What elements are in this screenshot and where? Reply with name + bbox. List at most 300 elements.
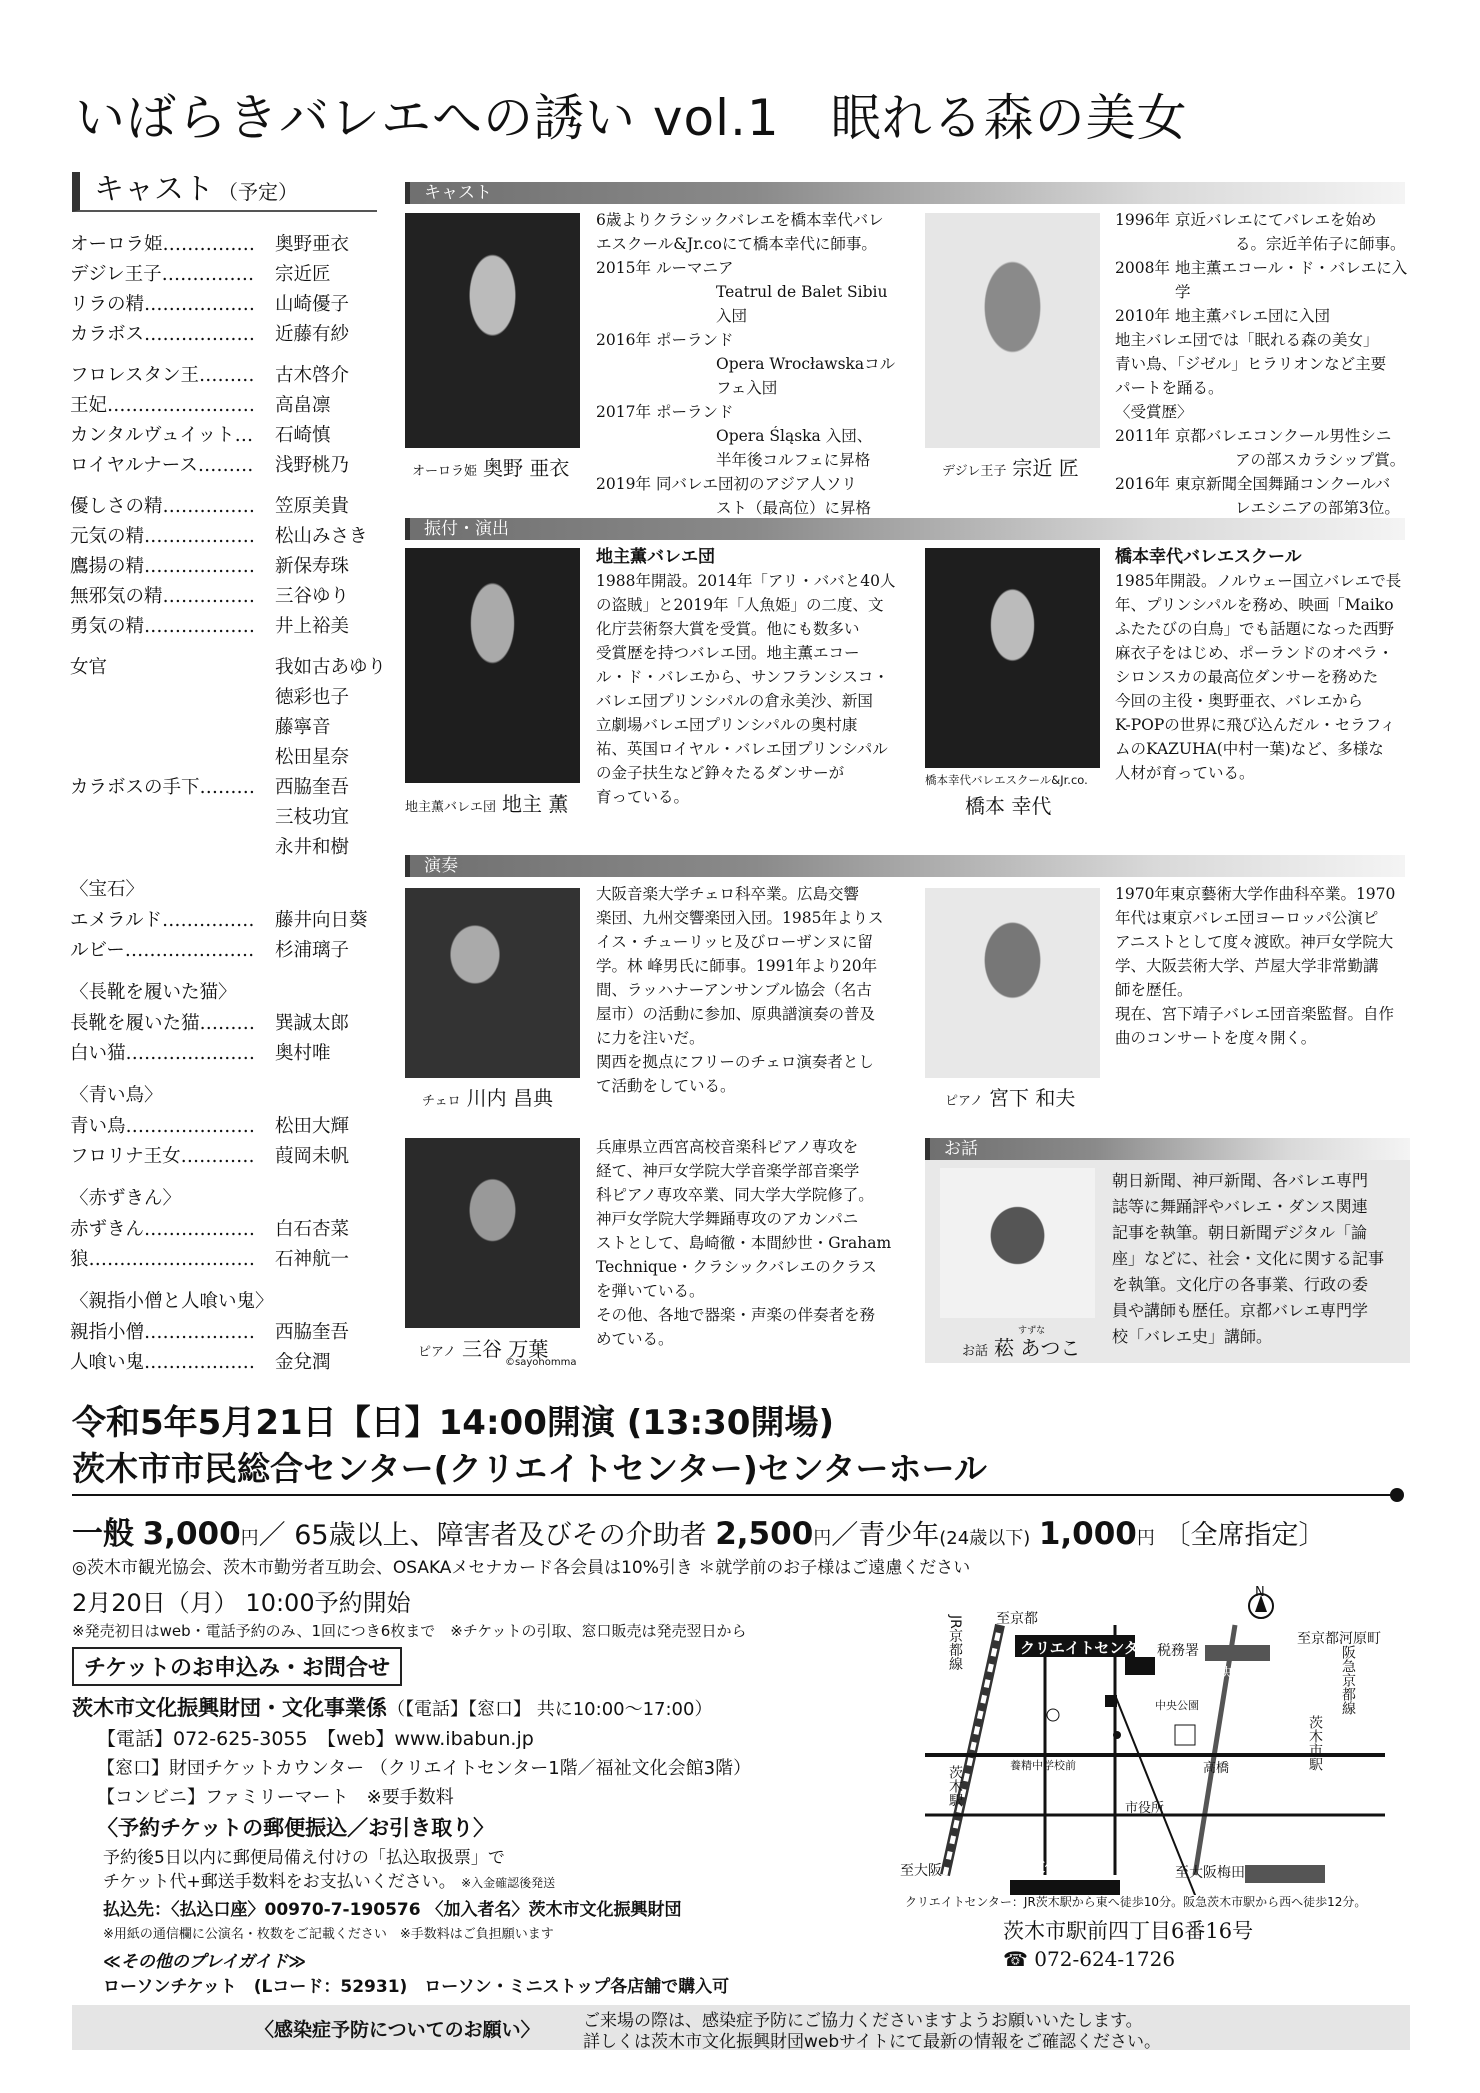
seat-type: 〔全席指定〕 [1163,1520,1326,1551]
section-label-talk: お話 [925,1138,978,1160]
bio-line: 今回の主役・奥野亜衣、バレエから [1115,692,1364,710]
photo-jinushi [405,548,580,783]
bio-timeline-year: 2019年 [596,475,651,493]
bio-suzuna [1112,1168,1407,1350]
price-youth-label: ／青少年 [831,1520,940,1551]
fire-dept-label-bg [1245,1865,1325,1883]
postal-line-2-note: ※入金確認後発送 [461,1876,556,1890]
bio-timeline-row [1115,400,1415,424]
photo-hashimoto [925,548,1100,768]
cast-heading [72,172,377,212]
bio-line: 記事を執筆。朝日新聞デジタル「論 [1112,1223,1368,1242]
bio-line: 校「バレエ史」講師。 [1112,1327,1273,1346]
bio-line: の盗賊」と2019年「人魚姫」の二度、文 [596,596,884,614]
cast-actor: 古木啓介 [275,365,350,386]
bio-timeline-row [1115,232,1415,256]
cast-row [70,803,400,833]
photo-okuno [405,213,580,448]
cast-row [70,492,400,522]
bio-line: 間、ラッハナーアンサンブル協会（名古 [596,981,872,999]
caption-role: ピアノ [945,1094,983,1109]
cast-role: 親指小僧……………… [70,1322,256,1343]
cast-actor: 葭岡未帆 [275,1146,350,1167]
bio-timeline-row [1115,448,1415,472]
bio-timeline-text: 京近バレエにてバレエを始め [1175,211,1377,229]
bio-line: に力を注いだ。 [596,1029,705,1047]
cast-role: リラの精……………… [70,294,256,315]
yen: 円 [240,1528,259,1549]
bio-mitani [596,1135,896,1351]
bio-timeline-text: ルーマニア [656,259,734,277]
cast-row [70,290,400,320]
cast-category: 〈宝石〉 [70,879,145,900]
bio-okuno [596,208,896,520]
bio-line: アニストとして度々渡欧。神戸女学院大 [1115,933,1394,951]
caption-role: ピアノ [418,1345,456,1360]
cast-gap [70,966,400,977]
notice-label: 〈感染症予防についてのお願い〉 [255,2019,540,2041]
cast-category: 〈親指小僧と人喰い鬼〉 [70,1291,274,1312]
bio-heading: 橋本幸代バレエスクール [1115,547,1302,567]
cast-actor: 奥村唯 [275,1043,331,1064]
cast-role: ロイヤルナース……… [70,455,254,476]
caption-role: お話 [962,1344,989,1359]
bio-line: 神戸女学院大学舞踊専攻のアカンパニ [596,1210,859,1228]
bio-line: 経て、神戸女学院大学音楽学部音楽学 [596,1162,860,1180]
bio-line: て活動をしている。 [596,1077,736,1095]
bio-timeline-text: 〈受賞歴〉 [1115,403,1193,421]
cast-row [70,361,400,391]
bio-line: 年、プリンシパルを務め、映画「Maiko [1115,596,1394,614]
bio-timeline-text: Opera Śląska 入団、 [716,427,873,445]
lawson-ticket: ローソンチケット (Lコード：52931) ローソン・ミニストップ各店舗で購入可 [103,1977,730,1997]
cast-row [70,936,400,966]
map-fire-dept: 市消防本部前 [1206,1845,1279,1859]
cast-actor: 三谷ゆり [275,586,350,607]
bio-timeline-row [1115,376,1415,400]
cast-gap [70,1172,400,1183]
price-youth: 1,000 [1038,1516,1137,1552]
section-bar-choreo [405,518,1405,540]
map-tel [1003,1947,1175,1971]
ticket-convenience: 【コンビニ】ファミリーマート ※要手数料 [97,1787,454,1808]
cast-role: 優しさの精…………… [70,496,256,517]
section-bar-talk [925,1138,1410,1160]
bio-timeline-year [1115,496,1175,520]
bio-line: 兵庫県立西宮高校音楽科ピアノ専攻を [596,1138,859,1156]
map-central-park: 中央公園 [1155,1699,1199,1712]
park-marker [1175,1725,1195,1745]
bio-line: その他、各地で器楽・声楽の伴奏者を務 [596,1306,876,1324]
city-hall-dot [1113,1731,1121,1739]
bio-timeline-year [596,496,656,520]
bio-line: ふたたびの白鳥」でも話題になった西野 [1115,620,1395,638]
bio-timeline-row [596,400,896,424]
bio-timeline-text: 東京新聞全国舞踊コンクールバ [1175,475,1391,493]
ticket-org-name: 茨木市文化振興財団・文化事業係 [72,1696,387,1720]
cast-actor: 新保寿珠 [275,556,350,577]
divider-line [72,1494,1400,1496]
bio-line: 現在、宮下靖子バレエ団音楽監督。自作 [1115,1005,1395,1023]
phone-icon: ☎ [1003,1947,1028,1971]
postal-line-2-text: チケット代+郵送手数料をお支払いください。 [103,1872,456,1892]
cast-actor: 巽誠太郎 [275,1013,350,1034]
bio-timeline-row [1115,304,1415,328]
cast-role: 赤ずきん……………… [70,1219,256,1240]
cast-actor: 浅野桃乃 [275,455,350,476]
bio-line: 師を歴任。 [1115,981,1193,999]
cast-actor: 石崎慎 [275,425,331,446]
cast-row [70,522,400,552]
cast-row [70,1245,400,1275]
cast-role: 人喰い鬼……………… [70,1352,256,1373]
cast-gap [70,642,400,653]
bio-line: めている。 [596,1330,674,1348]
cast-row [70,1318,400,1348]
cast-role: エメラルド…………… [70,910,255,931]
bio-timeline-text: 京都バレエコンクール男性シニ [1175,427,1392,445]
caption-munechika [942,452,1079,481]
cast-role: デジレ王子…………… [70,264,255,285]
section-label-music: 演奏 [405,855,458,877]
map-jr-line: JR京都線 [947,1615,963,1671]
cast-actor: 近藤有紗 [275,324,350,345]
bio-timeline-text: 地主バレエ団では「眠れる森の美女」 [1115,331,1379,349]
cast-actor: 石神航一 [275,1249,350,1270]
bio-timeline-text: パートを踊る。 [1115,379,1224,397]
map-address: 茨木市駅前四丁目6番16号 [1003,1919,1254,1943]
map-hankyu-line: 阪急京都線 [1340,1645,1356,1715]
cast-category: 〈長靴を履いた猫〉 [70,982,237,1003]
cast-role: フロレスタン王……… [70,365,255,386]
notice-line-1: ご来場の際は、感染症予防にご協力くださいますようお願いいたします。 [583,2011,1143,2031]
cast-role: 王妃…………………… [70,395,256,416]
cast-row [70,1112,400,1142]
access-map [905,1575,1410,1895]
section-bar-cast [405,182,1405,204]
bio-line: 立劇場バレエ団プリンシパルの奥村康 [596,716,858,734]
cast-row [70,421,400,451]
yen: 円 [1136,1528,1155,1549]
caption-suzuna [962,1332,1080,1361]
bio-line: 曲のコンサートを度々開く。 [1115,1029,1317,1047]
bio-line: 人材が育っている。 [1115,764,1255,782]
bio-line: バレエ団プリンシパルの倉永美沙、新国 [596,692,873,710]
bio-miyashita [1115,882,1415,1050]
section-label-cast: キャスト [405,182,492,204]
bio-timeline-year [596,424,656,448]
bio-line: 化庁芸術祭大賞を受賞。他にも数多い [596,620,860,638]
cast-actor: 井上裕美 [275,616,350,637]
bio-timeline-text: ポーランド [656,331,734,349]
account-note: ※用紙の通信欄に公演名・枚数をご記載ください ※手数料はご負担願います [103,1927,554,1942]
map-school: 養精中学校前 [1010,1759,1076,1772]
bio-line: 麻衣子をはじめ、ポーランドのオペラ・ [1115,644,1394,662]
bio-timeline-text: ポーランド [656,403,734,421]
bio-timeline-row [1115,328,1415,352]
cast-role: 無邪気の精…………… [70,586,256,607]
cast-row [70,260,400,290]
divider-dot [1390,1488,1404,1502]
create-center-building [1125,1657,1155,1675]
cast-row [70,230,400,260]
caption-name: 三谷 万葉 [461,1337,549,1361]
bio-timeline-row [596,472,896,496]
cast-role: 長靴を履いた猫……… [70,1013,256,1034]
postal-title: 〈予約チケットの郵便振込／お引き取り〉 [97,1816,495,1840]
bio-line: 座」などに、社会・文化に関する記事 [1112,1249,1385,1268]
cast-row [70,743,400,773]
cast-list [70,230,400,1378]
cast-actor: 金兌潤 [275,1352,331,1373]
bio-line: 大阪音楽大学チェロ科卒業。広島交響 [596,885,860,903]
bio-timeline-text: 同バレエ団初のアジア人ソリ [656,475,857,493]
cast-actor: 松田星奈 [275,747,350,768]
cast-row [70,683,400,713]
price-general: 3,000 [142,1516,241,1552]
bio-heading: 地主薫バレエ団 [596,547,715,567]
bio-line: 祐、英国ロイヤル・バレエ団プリンシパル [596,740,888,758]
bio-timeline-year [1115,448,1175,472]
bio-timeline-year [596,352,656,400]
cast-heading-main: キャスト [94,172,214,207]
bio-line: エスクール&Jr.coにて橋本幸代に師事。 [596,235,877,253]
bio-line: の金子扶生など錚々たるダンサーが [596,764,845,782]
caption-name: 宮下 和夫 [988,1086,1076,1110]
map-to-kyoto: 至京都 [996,1611,1038,1627]
cast-row [70,1009,400,1039]
cast-gap [70,350,400,361]
bio-line: 学、大阪芸術大学、芦屋大学非常勤講 [1115,957,1379,975]
caption-hashimoto-name: 橋本 幸代 [965,794,1052,818]
bio-timeline-row [596,448,896,472]
cast-actor: 藤井向日葵 [275,910,368,931]
cast-actor: 山崎優子 [275,294,350,315]
cast-actor: 白石杏菜 [275,1219,350,1240]
bio-line: 朝日新聞、神戸新聞、各バレエ専門 [1112,1171,1369,1190]
cast-actor: 西脇奎吾 [275,1322,350,1343]
bio-timeline-row [596,424,896,448]
cast-role: 狼……………………… [70,1249,256,1270]
cast-role: 元気の精……………… [70,526,256,547]
section-label-choreo: 振付・演出 [405,518,509,540]
bio-munechika [1115,208,1415,520]
cast-row [70,451,400,481]
postal-line-2 [103,1867,555,1892]
map-jr-ibaraki: 茨木駅 [947,1765,963,1807]
bio-timeline-row [1115,424,1415,448]
map-park-north: 中央公園北 [1207,1666,1273,1681]
bio-timeline-row [1115,256,1415,304]
cast-gap [70,863,400,874]
ticket-org-hours: （【電話】【窓口】 共に10:00〜17:00） [387,1699,713,1720]
cast-row [70,653,400,683]
bio-line: 学。林 峰男氏に師事。1991年より20年 [596,957,878,975]
bio-line: イス・チューリッヒ及びローザンヌに留 [596,933,873,951]
bio-timeline-row [596,328,896,352]
bio-line: 1985年開設。ノルウェー国立バレエで長 [1115,572,1402,590]
cast-role: 女官 [70,657,108,678]
bio-line: 受賞歴を持つバレエ団。地主薫エコー [596,644,860,662]
cast-category: 〈青い鳥〉 [70,1085,163,1106]
post-office-icon [1047,1709,1059,1721]
ticket-org [72,1692,712,1722]
bio-line: 屋市）の活動に参加、原典譜演奏の普及 [596,1005,876,1023]
bio-line: ムのKAZUHA(中村一葉)など、多様な [1115,740,1384,758]
cast-role [70,803,275,833]
bio-line: ストとして、島崎徹・本間紗世・Graham [596,1234,892,1252]
bio-line: を執筆。文化庁の各事業、行政の委 [1112,1275,1369,1294]
cast-row [70,612,400,642]
caption-hashimoto-role: 橋本幸代バレエスクール&Jr.co. [925,773,1088,787]
cast-row [70,773,400,803]
bio-timeline-row [1115,352,1415,376]
cast-actor: 徳彩也子 [275,687,350,708]
caption-kawauchi [422,1082,553,1111]
photo-munechika [925,213,1100,448]
cast-row [70,713,400,743]
bio-timeline-year [596,448,656,472]
price-senior-label: ／ 65歳以上、障害者及びその介助者 [258,1520,707,1551]
bio-line: 員や講師も歴任。京都バレエ専門学 [1112,1301,1369,1320]
bio-timeline-text: る。宗近羊佑子に師事。 [1235,235,1406,253]
map-city-hall: 市役所 [1125,1801,1165,1816]
cast-row [70,582,400,612]
bio-line: シロンスカの最高位ダンサーを務めた [1115,668,1379,686]
bio-timeline-row [1115,496,1415,520]
caption-name: 川内 昌典 [466,1086,553,1110]
cast-actor: 松田大輝 [275,1116,350,1137]
bio-line: 楽団、九州交響楽団入団。1985年よりス [596,909,884,927]
bio-hashimoto [1115,545,1420,785]
map-takahashi: 高橋 [1203,1761,1230,1776]
cast-actor: 三枝功宜 [275,807,350,828]
cast-actor: 笠原美貴 [275,496,350,517]
discount-note: ◎茨木市観光協会、茨木市勤労者互助会、OSAKAメセナカード各会員は10%引き ＊就学前のお子様はご遠慮ください [72,1558,971,1578]
bio-timeline-year: 2017年 [596,403,651,421]
other-playguide-title: ≪その他のプレイガイド≫ [103,1952,307,1972]
cast-actor: 藤寧音 [275,717,331,738]
bio-timeline-text: 青い鳥、「ジゼル」ヒラリオンなど主要 [1115,355,1387,373]
cast-row [70,1142,400,1172]
ruby-suzuna: すずな [1018,1326,1046,1336]
bio-line: 関西を拠点にフリーのチェロ演奏者とし [596,1053,874,1071]
postal-line-1: 予約後5日以内に郵便局備え付けの「払込取扱票」で [103,1848,505,1868]
bio-line: を弾いている。 [596,1282,705,1300]
bio-timeline-row [596,280,896,328]
bio-timeline-row [1115,208,1415,232]
caption-name: 地主 薫 [502,792,569,816]
bio-timeline-row [596,352,896,400]
bio-timeline-row [596,496,896,520]
map-north: N [1255,1585,1265,1600]
cast-row [70,391,400,421]
cast-actor: 松山みさき [275,526,368,547]
cast-actor: 我如古あゆり [275,657,387,678]
bio-timeline-year [1115,232,1175,256]
cast-role: フロリナ王女………… [70,1146,255,1167]
bio-line: ル・ド・バレエから、サンフランシスコ・ [596,668,889,686]
price-line [72,1508,1325,1553]
bio-timeline-text: 半年後コルフェに昇格 [716,451,871,469]
caption-jinushi [405,788,568,817]
park-north-label-bg [1205,1645,1270,1661]
bio-timeline-text: Teatrul de Balet Sibiu入団 [716,283,888,325]
cast-actor: 宗近匠 [275,264,331,285]
bio-timeline-year: 1996年 [1115,211,1170,229]
bio-line: Technique・クラシックバレエのクラス [596,1258,877,1276]
map-create-center: クリエイトセンター [1020,1639,1154,1657]
map-to-umeda: 至大阪梅田 [1175,1865,1245,1881]
event-date: 令和5年5月21日【日】14:00開演 (13:30開場) [72,1403,834,1443]
sale-note: ※発売初日はweb・電話予約のみ、1回につき6枚まで ※チケットの引取、窓口販売は発売翌日から [72,1622,747,1640]
ticket-counter: 【窓口】財団チケットカウンター （クリエイトセンター1階／福祉文化会館3階） [97,1758,752,1779]
ticket-box-title: チケットのお申込み・お問合せ [72,1647,402,1686]
price-youth-note: (24歳以下) [939,1528,1031,1549]
bio-timeline-row [1115,472,1415,496]
page-title: いばらきバレエへの誘い vol.1 眠れる森の美女 [75,89,1188,147]
cast-row [70,1039,400,1069]
cast-role: オーロラ姫…………… [70,234,256,255]
cast-row [70,320,400,350]
cast-role: ルビー………………… [70,940,255,961]
bio-timeline-year: 2016年 [596,331,651,349]
price-senior: 2,500 [715,1516,814,1552]
bio-timeline-year: 2010年 [1115,307,1170,325]
cast-role: 青い鳥………………… [70,1116,256,1137]
bio-timeline-year: 2016年 [1115,475,1170,493]
photo-suzuna [940,1168,1095,1318]
bio-timeline-text: 地主薫バレエ団に入団 [1175,307,1331,325]
map-tax-office: 税務署 [1157,1643,1199,1659]
cast-role: 白い猫………………… [70,1043,256,1064]
map-to-osaka: 至大阪 [900,1863,942,1879]
cast-role: 鷹揚の精……………… [70,556,256,577]
cast-actor: 高畠凛 [275,395,331,416]
caption-name: 奥野 亜衣 [483,456,570,480]
bio-timeline-year: 2008年 [1115,259,1170,277]
cast-actor: 奥野亜衣 [275,234,350,255]
price-general-label: 一般 [72,1516,134,1552]
caption-role: 地主薫バレエ団 [405,800,497,815]
bio-timeline-text: Opera Wrocławskaコルフェ入団 [716,355,896,397]
caption-miyashita [945,1082,1075,1111]
bio-kawauchi [596,882,896,1098]
caption-okuno [412,452,569,481]
bio-timeline-year: 2015年 [596,259,651,277]
caption-role: チェロ [422,1094,461,1109]
cast-role: カンタルヴュイット… [70,425,254,446]
map-hankyu-ibaraki: 茨木市駅 [1307,1715,1323,1771]
cast-row [70,833,400,863]
account-info: 払込先：〈払込口座〉00970-7-190576 〈加入者名〉茨木市文化振興財団 [103,1900,682,1920]
bio-line: 年代は東京バレエ団ヨーロッパ公演ピ [1115,909,1379,927]
cast-role [70,683,275,713]
caption-role: オーロラ姫 [412,464,478,479]
bio-line: 育っている。 [596,788,690,806]
map-to-kawaramachi: 至京都河原町 [1297,1631,1381,1647]
cast-row [70,906,400,936]
ticket-phone-web[interactable]: 【電話】072-625-3055 【web】www.ibabun.jp [97,1728,534,1750]
bio-line: 科ピアノ専攻卒業、同大学大学院修了。 [596,1186,874,1204]
photo-miyashita [925,888,1100,1078]
cast-gap [70,481,400,492]
photo-mitani [405,1138,580,1328]
cast-role [70,713,275,743]
map-access: クリエイトセンター：JR茨木駅から東へ徒歩10分。阪急茨木市駅から西へ徒歩12分。 [905,1895,1367,1909]
cast-heading-sub: （予定） [218,180,298,204]
cast-actor: 西脇奎吾 [275,777,350,798]
